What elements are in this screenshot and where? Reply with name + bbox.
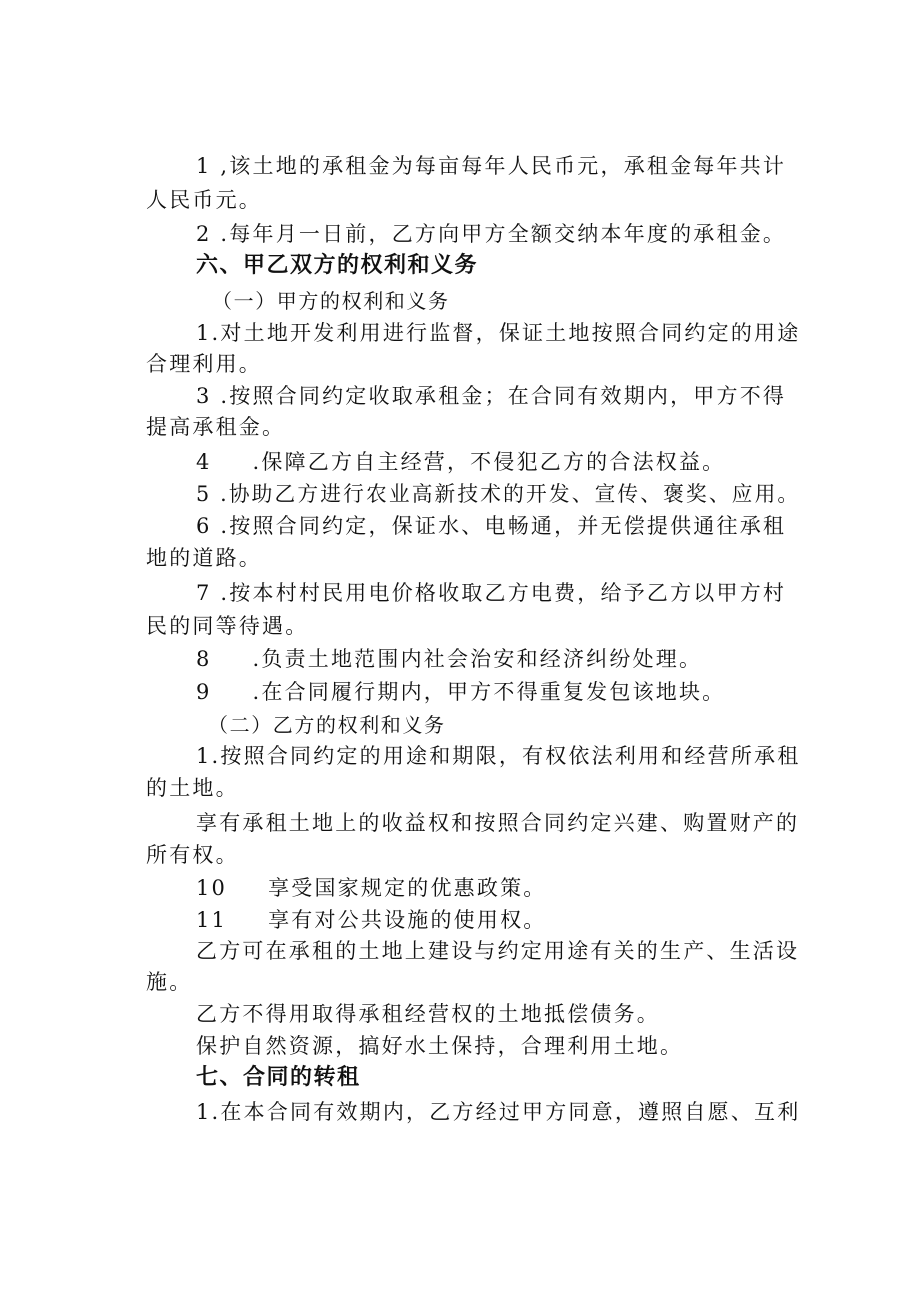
section-heading: 六、甲乙双方的权利和义务 xyxy=(196,253,479,278)
subsection-heading: （二）乙方的权利和义务 xyxy=(208,713,446,737)
paragraph-line: 提高承租金。 xyxy=(146,415,286,439)
paragraph-line: 保护自然资源，搞好水土保持，合理利用土地。 xyxy=(196,1034,684,1058)
paragraph-line: 民的同等待遇。 xyxy=(146,614,309,638)
paragraph-line: 7 .按本村村民用电价格收取乙方电费，给予乙方以甲方村 xyxy=(196,581,787,605)
paragraph-line: 3 .按照合同约定收取承租金；在合同有效期内，甲方不得 xyxy=(196,384,787,408)
paragraph-line: 1.对土地开发利用进行监督，保证土地按照合同约定的用途 xyxy=(196,321,801,345)
paragraph-line: 乙方不得用取得承租经营权的土地抵偿债务。 xyxy=(196,1002,660,1026)
paragraph-line: 享有承租土地上的收益权和按照合同约定兴建、购置财产的 xyxy=(196,811,800,835)
paragraph-line: 1.在本合同有效期内，乙方经过甲方同意，遵照自愿、互利 xyxy=(196,1100,801,1124)
paragraph-line: 1 ,该土地的承租金为每亩每年人民币元，承租金每年共计 xyxy=(196,154,787,178)
paragraph-line: 8 .负责土地范围内社会治安和经济纠纷处理。 xyxy=(196,647,703,671)
paragraph-line: 所有权。 xyxy=(146,843,239,867)
paragraph-line: 9 .在合同履行期内，甲方不得重复发包该地块。 xyxy=(196,680,726,704)
paragraph-line: 地的道路。 xyxy=(146,546,262,570)
paragraph-line: 施。 xyxy=(146,970,193,994)
paragraph-line: 乙方可在承租的土地上建设与约定用途有关的生产、生活设 xyxy=(196,939,800,963)
paragraph-line: 10 享受国家规定的优惠政策。 xyxy=(196,876,547,900)
section-heading: 七、合同的转租 xyxy=(196,1065,361,1090)
paragraph-line: 合理利用。 xyxy=(146,352,262,376)
subsection-heading: （一）甲方的权利和义务 xyxy=(212,289,450,313)
paragraph-line: 5 .协助乙方进行农业高新技术的开发、宣传、褒奖、应用。 xyxy=(196,482,801,506)
paragraph-line: 11 享有对公共设施的使用权。 xyxy=(196,908,547,932)
paragraph-line: 1.按照合同约定的用途和期限，有权依法利用和经营所承租 xyxy=(196,744,801,768)
paragraph-line: 4 .保障乙方自主经营，不侵犯乙方的合法权益。 xyxy=(196,450,726,474)
paragraph-line: 6 .按照合同约定，保证水、电畅通，并无偿提供通往承租 xyxy=(196,514,787,538)
paragraph-line: 的土地。 xyxy=(146,776,239,800)
paragraph-line: 人民币元。 xyxy=(146,188,262,212)
paragraph-line: 2 .每年月一日前，乙方向甲方全额交纳本年度的承租金。 xyxy=(196,222,787,246)
